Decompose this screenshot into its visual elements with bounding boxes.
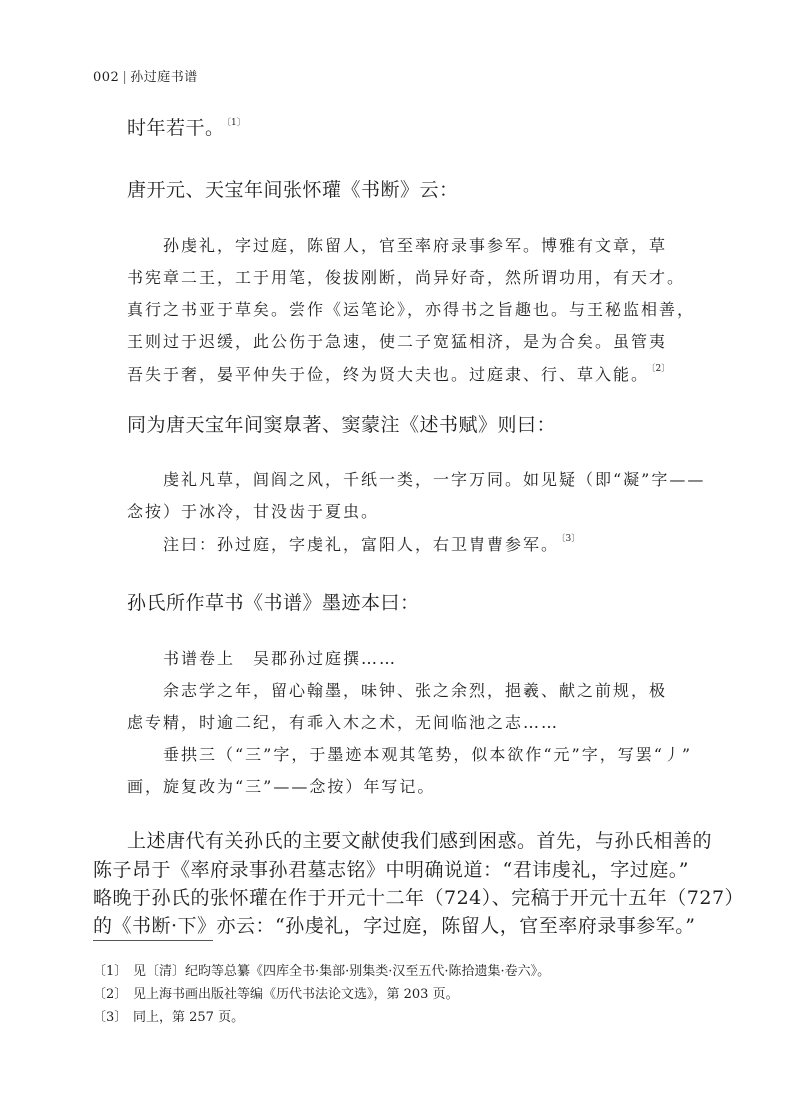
header-separator: | <box>122 70 128 85</box>
footnote-text: 见〔清〕纪昀等总纂《四库全书·集部·别集类·汉至五代·陈拾遗集·卷六》。 <box>133 964 551 979</box>
quote-line: 余志学之年，留心翰墨，味钟、张之余烈，挹羲、献之前规，极 <box>163 681 668 700</box>
quote-line: 虔礼凡草，闾阎之风，千纸一类，一字万同。如见疑（即“凝”字—— <box>163 470 706 489</box>
footnote-ref: 〔2〕 <box>651 364 671 374</box>
footnote-mark: 〔2〕 <box>93 987 128 1002</box>
paragraph-line: 孙氏所作草书《书谱》墨迹本曰： <box>127 592 420 614</box>
page-number: 002 <box>93 70 120 85</box>
paragraph-line: 唐开元、天宝年间张怀瓘《书断》云： <box>127 179 459 201</box>
quote-line <box>127 361 670 385</box>
quote-line: 王则过于迟缓，此公伤于急速，使二子宽猛相济，是为合矣。虽管夷 <box>127 332 668 351</box>
quote-line: 书宪章二王，工于用笔，俊拔刚断，尚异好奇，然所谓功用，有天才。 <box>127 268 686 287</box>
quote-text: 注曰：孙过庭，字虔礼，富阳人，右卫胄曹参军。 <box>163 535 560 554</box>
footnote <box>93 960 550 979</box>
quote-line: 画，旋复改为“三”——念按）年写记。 <box>127 777 436 796</box>
quote-text: 吾失于奢，晏平仲失于俭，终为贤大夫也。过庭隶、行、草入能。 <box>127 365 650 384</box>
paragraph-line: 同为唐天宝年间窦臮著、窦蒙注《述书赋》则曰： <box>127 414 557 436</box>
footnote-mark: 〔3〕 <box>93 1010 128 1025</box>
paragraph-line: 陈子昂于《率府录事孙君墓志铭》中明确说道：“君讳虔礼，字过庭。” <box>93 859 689 881</box>
footnote-mark: 〔1〕 <box>93 964 128 979</box>
footnote-divider <box>93 940 213 941</box>
quote-line: 虑专精，时逾二纪，有乖入木之术，无间临池之志…… <box>127 713 560 732</box>
paragraph-line: 略晚于孙氏的张怀瓘在作于开元十二年（724）、完稿于开元十五年（727） <box>93 887 745 909</box>
quote-line: 念按）于冰冷，甘没齿于夏虫。 <box>127 502 380 521</box>
footnote-ref: 〔3〕 <box>561 534 581 544</box>
footnote-text: 同上，第 257 页。 <box>133 1010 245 1025</box>
quote-line <box>163 531 580 555</box>
footnote-text: 见上海书画出版社等编《历代书法论文选》，第 203 页。 <box>133 987 459 1002</box>
paragraph-line <box>127 113 246 140</box>
quote-line: 真行之书亚于草矣。尝作《运笔论》，亦得书之旨趣也。与王秘监相善， <box>127 300 696 319</box>
running-header <box>93 66 198 85</box>
quote-line: 孙虔礼，字过庭，陈留人，官至率府录事参军。博雅有文章，草 <box>163 236 668 255</box>
paragraph-text: 时年若干。 <box>127 117 225 139</box>
footnote <box>93 1006 244 1025</box>
footnote-ref: 〔1〕 <box>226 118 246 128</box>
book-title: 孙过庭书谱 <box>130 70 198 85</box>
quote-line: 垂拱三（“三”字，于墨迹本观其笔势，似本欲作“元”字，写罢“丿” <box>163 745 693 764</box>
quote-line: 书谱卷上 吴郡孙过庭撰…… <box>163 649 398 668</box>
paragraph-line: 上述唐代有关孙氏的主要文献使我们感到困惑。首先，与孙氏相善的 <box>127 830 713 852</box>
paragraph-line: 的《书断·下》亦云：“孙虔礼，字过庭，陈留人，官至率府录事参军。” <box>93 915 696 937</box>
footnote <box>93 983 459 1002</box>
